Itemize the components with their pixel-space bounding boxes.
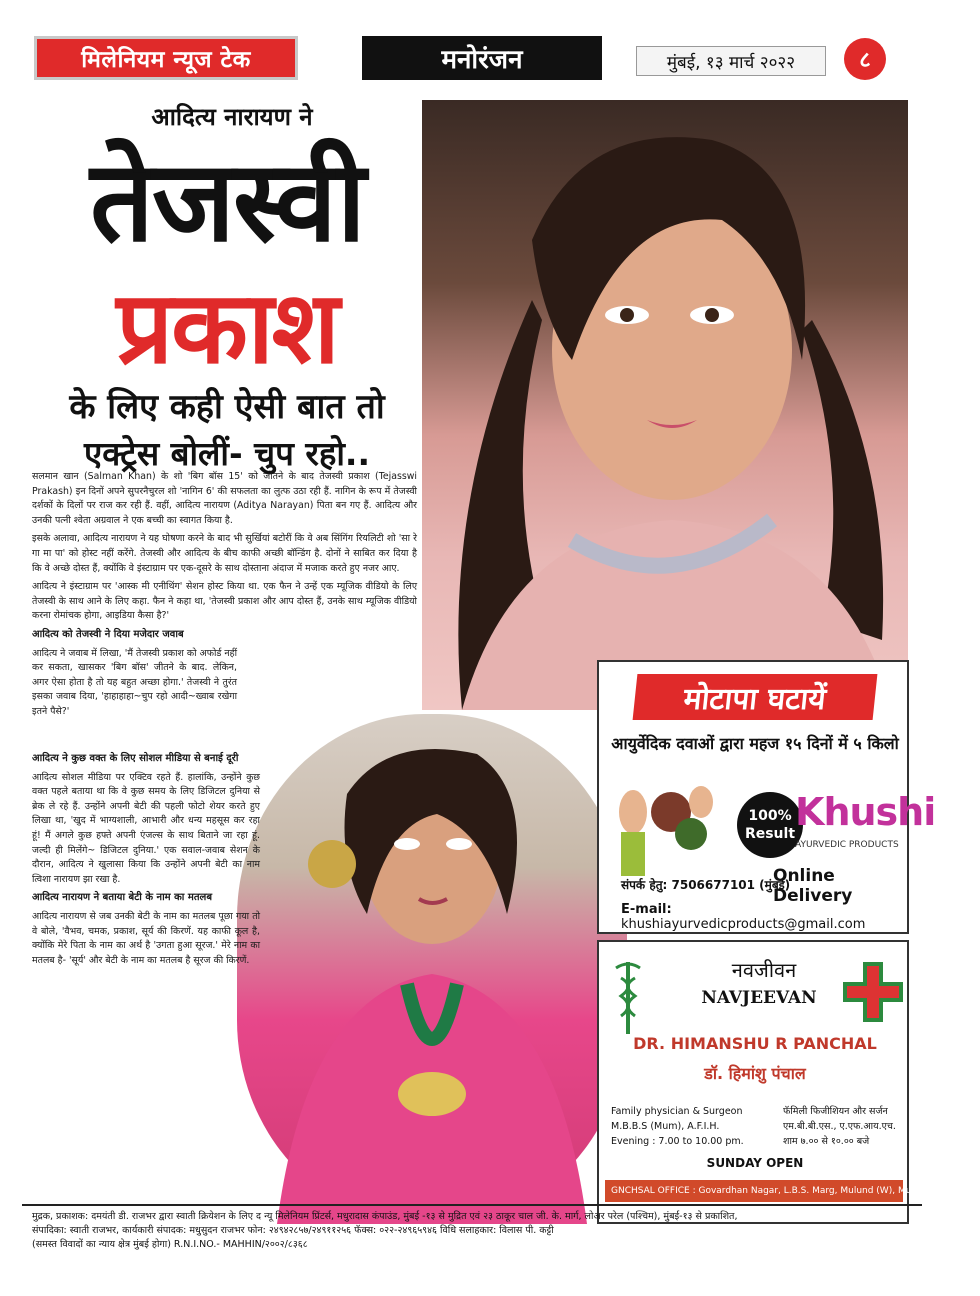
contact-number[interactable]: संपर्क हेतु: 7506677101 (मुंबई) (621, 878, 791, 892)
sunday-open-label: SUNDAY OPEN (706, 1156, 804, 1170)
doctor-name-english: DR. HIMANSHU R PANCHAL (633, 1034, 877, 1053)
info-line: Evening : 7.00 to 10.00 pm. (611, 1136, 744, 1147)
newspaper-page (22, 30, 980, 1270)
article-body-bottom (32, 752, 260, 972)
page-number: ८ (844, 38, 886, 80)
brand-subtitle: AYURVEDIC PRODUCTS (795, 840, 899, 850)
ad-tagline: आयुर्वेदिक दवाओं द्वारा महज १५ दिनों में ५ किलो (611, 734, 899, 753)
footer-divider (22, 1204, 922, 1206)
info-line: M.B.B.S (Mum), A.F.I.H. (611, 1121, 720, 1132)
herbs-and-model-icon (609, 772, 717, 882)
article-paragraph: आदित्य नारायण से जब उनकी बेटी के नाम का मतलब पूछा गया तो वे बोले, 'वैभव, चमक, प्रकाश, सूर्य की किरणें. यह काफी कूल है, क्योंकि मेरे पिता के नाम का अर्थ है 'उगता हुआ सूरज.' मेरे नाम का मतलब है- 'सूर्य' और बेटी के नाम का मतलब है सूरज की किरणें. (32, 910, 260, 966)
doctor-info-english (611, 1104, 744, 1149)
clinic-ad[interactable] (597, 940, 980, 1224)
badge-percent: 100% (748, 808, 792, 824)
imprint-footer (32, 1210, 912, 1252)
weight-loss-ad[interactable] (597, 660, 936, 934)
result-badge (737, 792, 803, 858)
headline-kicker: आदित्य नारायण ने (151, 103, 313, 131)
article-paragraph: आदित्य ने जवाब में लिखा, 'मैं तेजस्वी प्रकाश को अफोर्ड नहीं कर सकता, खासकर 'बिग बॉस' जीतने के बाद. लेकिन, अगर ऐसा होता है तो यह बहुत अच्छा होगा.' तेजस्वी ने तुरंत इसका जवाब दिया, 'हाहाहाहा~चुप रहो आदी~ख्वाब रखेगा इतने पैसे?' (32, 647, 237, 717)
doctor-info-hindi (783, 1104, 896, 1149)
info-line: एम.बी.बी.एस., ए.एफ.आय.एच. (783, 1121, 896, 1132)
headline-line-3: के लिए कही ऐसी बात तो (69, 387, 385, 427)
badge-result: Result (744, 826, 796, 842)
article-paragraph: आदित्य ने इंस्टाग्राम पर 'आस्क मी एनीथिंग' सेशन होस्ट किया था. एक फैन ने उन्हें एक म्यूजिक वीडियो के लिए तेजस्वी के साथ आने के लिए कहा. फैन ने कहा था, 'तेजस्वी प्रकाश और आप दोस्त हैं, उनके साथ म्यूजिक वीडियो करना रोमांचक होगा, आइडिया कैसा है?' (32, 581, 417, 622)
article-subheading: आदित्य को तेजस्वी ने दिया मजेदार जवाब (32, 628, 184, 640)
article-paragraph: सलमान खान (Salman Khan) के शो 'बिग बॉस 15' को जीतने के बाद तेजस्वी प्रकाश (Tejasswi Prakash) इन दिनों अपने सुपरनैचुरल शो 'नागिन 6' की सफलता का लुत्फ उठा रही हैं. नागिन के रूप में तेजस्वी दर्शकों के दिलों पर राज कर रही हैं. वहीं, आदित्य नारायण (Aditya Narayan) पिता बन गए हैं. आदित्य और उनकी पत्नी श्वेता अग्रवाल ने एक बच्ची का स्वागत किया है. (32, 471, 417, 526)
clinic-name-hindi: नवजीवन (731, 958, 797, 982)
article-subheading: आदित्य ने कुछ वक्त के लिए सोशल मीडिया से बनाई दूरी (32, 753, 239, 764)
headline-line-4: एक्ट्रेस बोलीं- चुप रहो.. (84, 434, 370, 473)
info-line: शाम ७.०० से १०.०० बजे (783, 1136, 870, 1147)
clinic-name-english: NAVJEEVAN (701, 988, 817, 1008)
online-delivery-label: Online Delivery (773, 866, 853, 906)
main-portrait-photo (422, 100, 908, 710)
masthead-brand: मिलेनियम न्यूज टेक (34, 36, 298, 80)
issue-date: मुंबई, १३ मार्च २०२२ (636, 46, 826, 76)
email-label: E-mail: (621, 902, 672, 917)
doctor-name-hindi: डॉ. हिमांशु पंचाल (704, 1064, 806, 1083)
clinic-address: GNCHSAL OFFICE : Govardhan Nagar, L.B.S. Marg, Mulund (W), Mumbai - 400 080 (605, 1180, 903, 1202)
article-subheading: आदित्य नारायण ने बताया बेटी के नाम का मतलब (32, 892, 213, 904)
article-body-top (32, 470, 417, 724)
brand-logo: Khushi (795, 790, 936, 834)
article-paragraph: इसके अलावा, आदित्य नारायण ने यह घोषणा करने के बाद भी सुर्खियां बटोरीं कि वे अब सिंगिंग रियलिटी शो 'सा रे गा मा पा' को होस्ट नहीं करेंगे. तेजस्वी और आदित्य के बीच काफी अच्छी बॉन्डिंग है. दोनों ने साबित कर दिया है कि वे अच्छे दोस्त हैं, क्योंकि वे इंस्टाग्राम पर एक-दूसरे के साथ दोस्ताना अंदाज में मजाक करते हुए नजर आए. (32, 533, 417, 574)
article-paragraph: आदित्य सोशल मीडिया पर एक्टिव रहते हैं. हालांकि, उन्होंने कुछ वक्त पहले बताया था कि वे कुछ समय के लिए डिजिटल दुनिया से ब्रेक ले रहे हैं. उन्होंने अपनी बेटी की पहली फोटो शेयर करते हुए लिखा था, 'खुद में भाग्यशाली, आभारी और धन्य महसूस कर रहा हूं! मैं अगले कुछ हफ्ते अपनी एंजल्स के साथ बिताने जा रहा हूं. जल्दी ही मिलेंगे~ डिजिटल दुनिया.' एक सवाल-जवाब सेशन के दौरान, आदित्य ने खुलासा किया कि उन्होंने अपनी बेटी का नाम त्विशा नारायण झा रखा है. (32, 771, 260, 885)
section-label: मनोरंजन (362, 36, 602, 80)
headline-line-2: प्रकाश (116, 269, 338, 386)
inset-portrait-photo (237, 714, 627, 1224)
headline-line-1: तेजस्वी (90, 137, 364, 267)
ad-title: मोटापा घटायें (633, 674, 878, 720)
medical-cross-icon (843, 962, 903, 1022)
info-line: फॅमिली फिजीशियन और सर्जन (783, 1106, 888, 1117)
imprint-line: संपादिका: स्वाती राजभर, कार्यकारी संपादक: मधुसुदन राजभर फोन: २४९४२८५७/२४९११२५६ फॅक्स: ०२२-२४९६५९४६ विधि सलाहकार: विलास पी. कट्टी (32, 1225, 554, 1236)
contact-email[interactable] (621, 902, 907, 932)
portrait-illustration (422, 100, 908, 710)
info-line: Family physician & Surgeon (611, 1106, 743, 1117)
caduceus-icon (613, 956, 643, 1036)
imprint-line: मुद्रक, प्रकाशक: दमयंती डी. राजभर द्वारा स्वाती क्रियेशन के लिए द न्यू मिलेनियम प्रिंटर्स, मधुरादास कंपाउंड, मुंबई -१३ से मुद्रित एवं २३ ठाकूर चाल जी. के. मार्ग, लोअर परेल (पश्चिम), मुंबई-१३ से प्रकाशित, (32, 1211, 738, 1222)
inset-illustration (237, 714, 627, 1224)
email-address[interactable]: khushiayurvedicproducts@gmail.com (621, 917, 866, 932)
imprint-line: (समस्त विवादों का न्याय क्षेत्र मुंबई होगा) R.N.I.NO.- MAHHIN/२००२/८३६८ (32, 1239, 308, 1250)
